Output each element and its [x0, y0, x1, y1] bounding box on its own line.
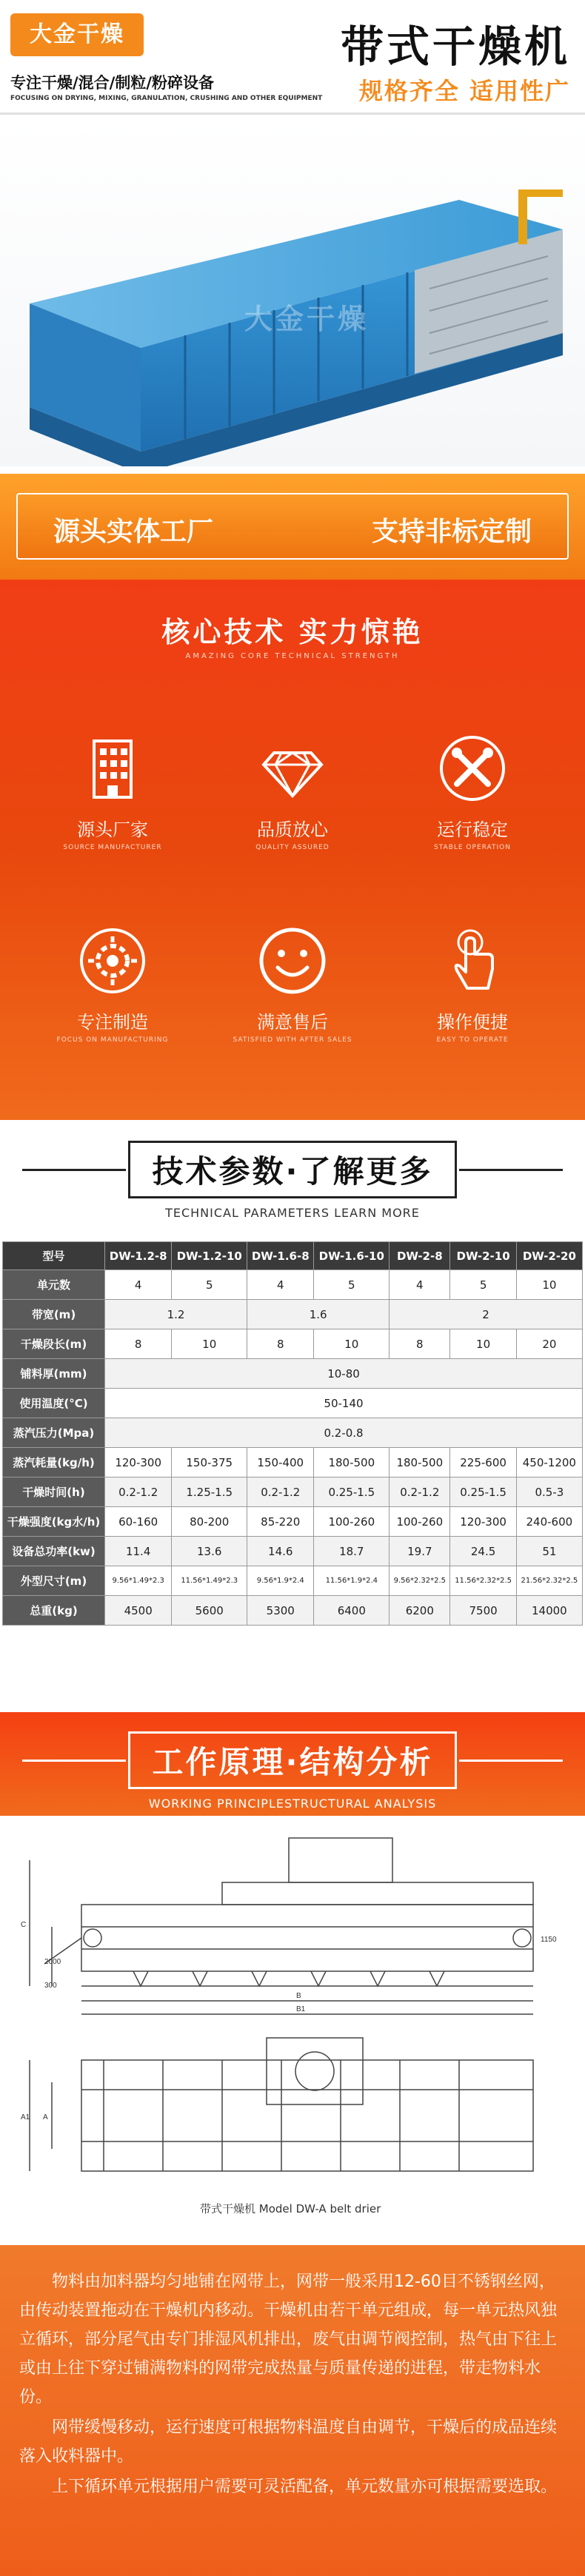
- spec-cell: 14.6: [247, 1537, 314, 1566]
- heading-line-right: [459, 1760, 563, 1762]
- work-heading: [0, 1731, 585, 1811]
- hero-section: [0, 0, 585, 580]
- feature-label: 操作便捷: [437, 1012, 508, 1033]
- spec-row: [3, 1448, 583, 1477]
- watermark: 大金干燥: [244, 303, 370, 335]
- heading-line-left: [22, 1760, 126, 1762]
- spec-cell: 21.56*2.32*2.5: [516, 1566, 582, 1596]
- spec-row-label: 总重(kg): [3, 1596, 105, 1626]
- promo-band-frame: [16, 493, 569, 560]
- spec-cell: 240-600: [516, 1507, 582, 1537]
- promo-right: 支持非标定制: [371, 517, 532, 547]
- dim-label: 1150: [541, 1936, 557, 1944]
- feature-label: 运行稳定: [437, 819, 508, 840]
- spec-cell: 0.2-1.2: [247, 1477, 314, 1507]
- spec-cell: 10-80: [105, 1359, 583, 1389]
- params-title: 技术参数·了解更多: [128, 1141, 458, 1198]
- spec-cell: 150-400: [247, 1448, 314, 1477]
- spec-row: [3, 1537, 583, 1566]
- spec-row-label: 单元数: [3, 1270, 105, 1300]
- spec-row: [3, 1270, 583, 1300]
- spec-table-body: [3, 1270, 583, 1626]
- spec-cell: 11.56*2.32*2.5: [450, 1566, 516, 1596]
- machine-image: [0, 118, 585, 466]
- feature-label: 专注制造: [77, 1012, 148, 1033]
- working-principle-section: [0, 1712, 585, 1816]
- spec-cell: 8: [390, 1329, 450, 1359]
- spec-header-cell: DW-1.2-8: [105, 1242, 172, 1270]
- feature-easy-operate: [398, 920, 546, 1044]
- core-tech-section: [0, 580, 585, 1120]
- heading-line-right: [459, 1169, 563, 1171]
- work-subtitle: WORKING PRINCIPLESTRUCTURAL ANALYSIS: [148, 1797, 437, 1811]
- spec-cell: 0.5-3: [516, 1477, 582, 1507]
- spec-row: [3, 1389, 583, 1418]
- spec-cell: 5: [172, 1270, 247, 1300]
- spec-cell: 0.25-1.5: [314, 1477, 390, 1507]
- spec-cell: 0.2-1.2: [105, 1477, 172, 1507]
- feature-label-en: SOURCE MANUFACTURER: [63, 844, 162, 851]
- spec-cell: 5: [314, 1270, 390, 1300]
- spec-cell: 450-1200: [516, 1448, 582, 1477]
- belt-dryer-illustration: [0, 118, 585, 466]
- feature-stable-operation: [398, 728, 546, 851]
- spec-cell: 18.7: [314, 1537, 390, 1566]
- spec-cell: 2: [390, 1300, 583, 1329]
- spec-header-cell: DW-1.6-10: [314, 1242, 390, 1270]
- feature-label: 源头厂家: [77, 819, 148, 840]
- diagram-caption: 带式干燥机 Model DW-A belt drier: [200, 2202, 381, 2216]
- spec-cell: 20: [516, 1329, 582, 1359]
- gear-icon: [72, 920, 153, 1002]
- spec-header-cell: DW-1.2-10: [172, 1242, 247, 1270]
- dim-label: A1: [21, 2113, 30, 2121]
- spec-cell: 0.2-0.8: [105, 1418, 583, 1448]
- spec-cell: 120-300: [105, 1448, 172, 1477]
- spec-row: [3, 1329, 583, 1359]
- spec-row-label: 设备总功率(kw): [3, 1537, 105, 1566]
- spec-row: [3, 1566, 583, 1596]
- spec-cell: 7500: [450, 1596, 516, 1626]
- feature-label-en: STABLE OPERATION: [434, 844, 511, 851]
- spec-cell: 9.56*1.49*2.3: [105, 1566, 172, 1596]
- spec-row: [3, 1418, 583, 1448]
- feature-label-en: SATISFIED WITH AFTER SALES: [233, 1036, 352, 1044]
- spec-header-model: 型号: [3, 1242, 105, 1270]
- spec-cell: 4: [390, 1270, 450, 1300]
- feature-label: 品质放心: [257, 819, 328, 840]
- dim-label: C: [21, 1921, 27, 1929]
- spec-row: [3, 1507, 583, 1537]
- spec-table: [2, 1241, 583, 1626]
- spec-cell: 9.56*2.32*2.5: [390, 1566, 450, 1596]
- spec-cell: 0.2-1.2: [390, 1477, 450, 1507]
- spec-cell: 4500: [105, 1596, 172, 1626]
- spec-row-label: 带宽(m): [3, 1300, 105, 1329]
- description-paragraph: 网带缓慢移动，运行速度可根据物料温度自由调节，干燥后的成品连续落入收料器中。: [19, 2418, 558, 2466]
- smile-icon: [252, 920, 333, 1002]
- spec-cell: 180-500: [314, 1448, 390, 1477]
- feature-after-sales: [218, 920, 367, 1044]
- spec-cell: 1.2: [105, 1300, 247, 1329]
- product-title: 带式干燥机: [340, 21, 570, 72]
- spec-row-label: 外型尺寸(m): [3, 1566, 105, 1596]
- spec-cell: 80-200: [172, 1507, 247, 1537]
- description-paragraph: 物料由加料器均匀地铺在网带上，网带一般采用12-60目不锈钢丝网，由传动装置拖动在干燥机内移动。干燥机由若干单元组成，每一单元热风独立循环，部分尾气由专门排湿风机排出，废气由调节阀控制，热气由下往上或由上往下穿过铺满物料的网带完成热量与质量传递的进程，带走物料水份。: [19, 2273, 558, 2406]
- feature-focus-manufacturing: [39, 920, 187, 1044]
- spec-cell: 6400: [314, 1596, 390, 1626]
- spec-cell: 8: [105, 1329, 172, 1359]
- spec-row-label: 干燥强度(kg水/h): [3, 1507, 105, 1537]
- promo-band: [0, 474, 585, 580]
- spec-table-header: [3, 1242, 583, 1270]
- spec-cell: 24.5: [450, 1537, 516, 1566]
- core-subtitle: AMAZING CORE TECHNICAL STRENGTH: [185, 652, 400, 660]
- spec-cell: 1.6: [247, 1300, 390, 1329]
- spec-row-label: 蒸汽压力(Mpa): [3, 1418, 105, 1448]
- spec-header-cell: DW-2-8: [390, 1242, 450, 1270]
- diamond-icon: [252, 728, 333, 809]
- spec-cell: 180-500: [390, 1448, 450, 1477]
- params-subtitle: TECHNICAL PARAMETERS LEARN MORE: [165, 1206, 420, 1220]
- brand-badge: 大金干燥: [10, 13, 144, 56]
- spec-cell: 51: [516, 1537, 582, 1566]
- spec-cell: 1.25-1.5: [172, 1477, 247, 1507]
- spec-cell: 4: [247, 1270, 314, 1300]
- belt-drier-drawing: [0, 1816, 585, 2245]
- spec-cell: 85-220: [247, 1507, 314, 1537]
- hand-pointer-icon: [432, 920, 513, 1002]
- spec-cell: 100-260: [390, 1507, 450, 1537]
- spec-cell: 19.7: [390, 1537, 450, 1566]
- params-heading: [0, 1141, 585, 1220]
- feature-label-en: FOCUS ON MANUFACTURING: [56, 1036, 169, 1044]
- feature-source-manufacturer: [39, 728, 187, 851]
- spec-row: [3, 1359, 583, 1389]
- spec-cell: 10: [450, 1329, 516, 1359]
- spec-header-cell: DW-2-10: [450, 1242, 516, 1270]
- structure-diagram: [0, 1816, 585, 2245]
- description-paragraph: 上下循环单元根据用户需要可灵活配备，单元数量亦可根据需要选取。: [52, 2478, 558, 2496]
- promo-left: 源头实体工厂: [53, 517, 214, 547]
- building-icon: [72, 728, 153, 809]
- spec-row: [3, 1300, 583, 1329]
- tagline: 专注干燥/混合/制粒/粉碎设备: [10, 74, 215, 92]
- spec-cell: 10: [516, 1270, 582, 1300]
- spec-cell: 5300: [247, 1596, 314, 1626]
- spec-cell: 50-140: [105, 1389, 583, 1418]
- core-title: 核心技术 实力惊艳: [161, 616, 424, 648]
- spec-cell: 100-260: [314, 1507, 390, 1537]
- spec-row-label: 蒸汽耗量(kg/h): [3, 1448, 105, 1477]
- spec-cell: 225-600: [450, 1448, 516, 1477]
- spec-row-label: 干燥时间(h): [3, 1477, 105, 1507]
- spec-cell: 120-300: [450, 1507, 516, 1537]
- work-title: 工作原理·结构分析: [128, 1731, 458, 1789]
- spec-row-label: 干燥段长(m): [3, 1329, 105, 1359]
- spec-cell: 6200: [390, 1596, 450, 1626]
- spec-cell: 150-375: [172, 1448, 247, 1477]
- spec-cell: 10: [314, 1329, 390, 1359]
- spec-row-label: 铺料厚(mm): [3, 1359, 105, 1389]
- slogan: 规格齐全 适用性广: [358, 77, 570, 105]
- spec-cell: 5: [450, 1270, 516, 1300]
- dim-label: 300: [44, 1982, 57, 1990]
- feature-label: 满意售后: [257, 1012, 328, 1033]
- spec-row: [3, 1596, 583, 1626]
- spec-row: [3, 1477, 583, 1507]
- spec-row-label: 使用温度(°C): [3, 1389, 105, 1418]
- dim-label: B1: [296, 2005, 306, 2013]
- spec-cell: 4: [105, 1270, 172, 1300]
- spec-cell: 14000: [516, 1596, 582, 1626]
- description-section: [0, 2245, 585, 2576]
- feature-label-en: QUALITY ASSURED: [255, 844, 330, 851]
- dim-label: 2000: [44, 1958, 61, 1966]
- dim-label: A: [43, 2113, 48, 2121]
- spec-cell: 11.56*1.49*2.3: [172, 1566, 247, 1596]
- divider: [0, 113, 585, 115]
- spec-cell: 13.6: [172, 1537, 247, 1566]
- spec-cell: 0.25-1.5: [450, 1477, 516, 1507]
- feature-label-en: EASY TO OPERATE: [436, 1036, 509, 1044]
- tools-icon: [432, 728, 513, 809]
- spec-header-cell: DW-2-20: [516, 1242, 582, 1270]
- spec-header-cell: DW-1.6-8: [247, 1242, 314, 1270]
- feature-quality-assured: [218, 728, 367, 851]
- spec-cell: 11.56*1.9*2.4: [314, 1566, 390, 1596]
- spec-cell: 60-160: [105, 1507, 172, 1537]
- spec-cell: 9.56*1.9*2.4: [247, 1566, 314, 1596]
- spec-cell: 11.4: [105, 1537, 172, 1566]
- dim-label: B: [296, 1992, 301, 2000]
- spec-cell: 8: [247, 1329, 314, 1359]
- parameters-section: [0, 1120, 585, 1712]
- tagline-en: FOCUSING ON DRYING, MIXING, GRANULATION, CRUSHING AND OTHER EQUIPMENT: [10, 95, 323, 102]
- spec-cell: 5600: [172, 1596, 247, 1626]
- spec-cell: 10: [172, 1329, 247, 1359]
- heading-line-left: [22, 1169, 126, 1171]
